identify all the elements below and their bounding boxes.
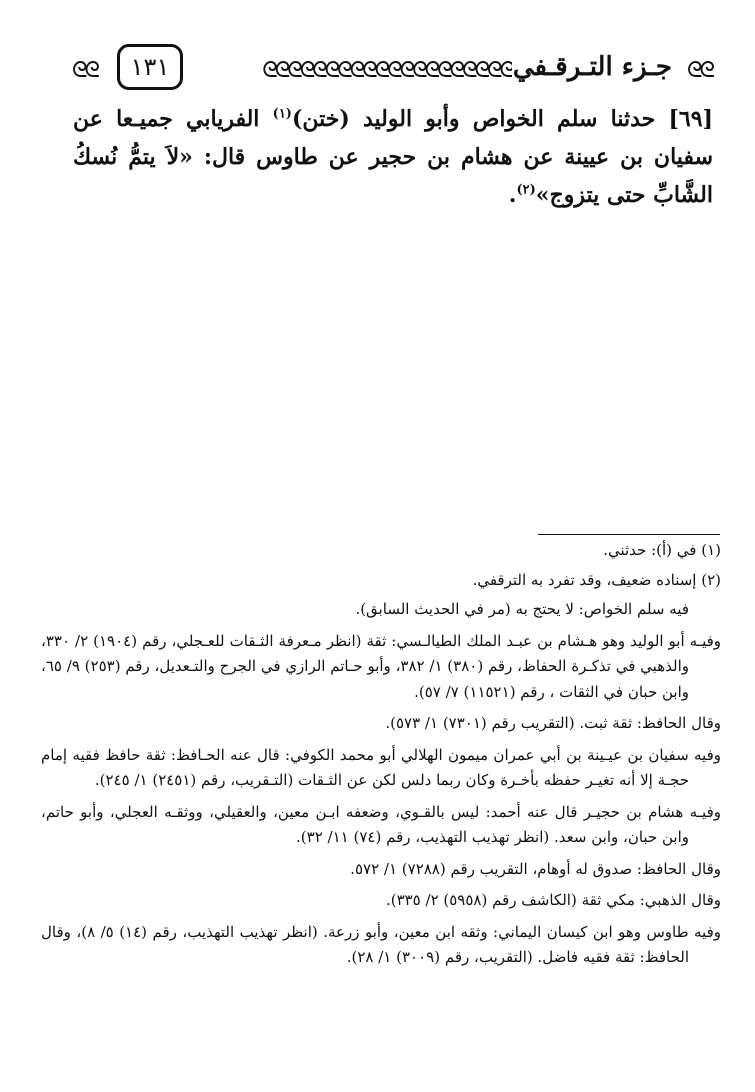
ornament-middle: ᘓᘓᘓᘓᘓᘓᘓᘓᘓᘓᘓᘓᘓᘓᘓᘓᘓᘓᘓᘓ	[262, 58, 512, 83]
footnote-note-dhahabi: وقال الذهبي: مكي ثقة (الكاشف رقم (٥٩٥٨) ٢/ ٣٣٥).	[385, 891, 721, 909]
footnote-note-salm: فيه سلم الخواص: لا يحتج به (مر في الحديث السابق).	[355, 600, 689, 618]
hadith-end: .	[508, 182, 517, 208]
hadith-number: [٦٩]	[668, 106, 713, 132]
footnote-ref-2[interactable]: (٢)	[516, 182, 536, 198]
footnote-note-tawus: وفيه طاوس وهو ابن كيسان اليماني: وثقه ابن معين، وأبو زرعة. (انظر تهذيب التهذيب، رقم (١٤) ٥/ ٨)، وقال الحافظ: ثقة فقيه فاضل. (التقريب، رقم (٣٠٠٩) ١/ ٢٨).	[41, 922, 721, 966]
ornament-left: ᘓᘓ	[72, 58, 97, 83]
hadith-text	[73, 100, 713, 214]
footnotes	[41, 538, 721, 977]
page-header	[72, 40, 712, 98]
footnote-separator	[538, 534, 720, 535]
footnote-1: (١) في (أ): حدثني.	[603, 541, 721, 559]
footnote-note-hafiz-1: وقال الحافظ: ثقة ثبت. (التقريب رقم (٧٣٠١) ١/ ٥٧٣).	[385, 714, 721, 732]
page-number: ١٣١	[117, 44, 183, 90]
footnote-note-sufyan: وفيه سفيان بن عيـينة بن أبي عمران ميمون الهلالي أبو محمد الكوفي: قال عنه الحـافظ: ثقة حافظ فقيه إمام حجـة إلا أنه تغيـر حفظه بأخـرة وكان ربما دلس لكن عن الثـقات (التـقريب، رقم (٢٤٥١) ١/ ٢٤٥).	[41, 745, 721, 789]
hadith-text-part-a: حدثنا سلم الخواص وأبو الوليد (ختن)	[291, 106, 656, 132]
footnote-note-abul-walid: وفيـه أبو الوليد وهو هـشام بن عبـد الملك الطيالـسي: ثقة (انظر مـعرفة الثـقات للعـجلي، رقم (١٩٠٤) ٢/ ٣٣٠، والذهبي في تذكـرة الحفاظ، رقم (٣٨٠) ١/ ٣٨٢، وأبو حـاتم الرازي في الجرح والتـعديل، رقم (٢٥٣) ٩/ ٦٥، وابن حبان في الثقات ، رقم (١١٥٢١) ٧/ ٥٧).	[41, 631, 722, 701]
hadith-text-part-b: الفريابي جميـعا عن سفيان بن عيينة عن هشام بن حجير عن طاوس قال: «لاَ يتمُّ نُسكُ الشَّابِّ حتى يتزوج»	[73, 106, 713, 208]
footnote-2: (٢) إسناده ضعيف، وقد تفرد به الترقفي.	[472, 570, 721, 589]
book-title: جـزء التـرقـفي	[512, 52, 672, 82]
ornament-right: ᘓᘓ	[687, 58, 712, 83]
footnote-note-hafiz-2: وقال الحافظ: صدوق له أوهام، التقريب رقم (٧٢٨٨) ١/ ٥٧٢.	[350, 859, 721, 878]
footnote-note-hisham: وفيـه هشام بن حجيـر قال عنه أحمد: ليس بالقـوي، وضعفه ابـن معين، والعقيلي، ووثقـه العجلي، وأبو حاتم، وابن حبان، وابن سعد. (انظر تهذيب التهذيب، رقم (٧٤) ١١/ ٣٢).	[41, 802, 721, 846]
footnote-ref-1[interactable]: (١)	[272, 106, 292, 122]
